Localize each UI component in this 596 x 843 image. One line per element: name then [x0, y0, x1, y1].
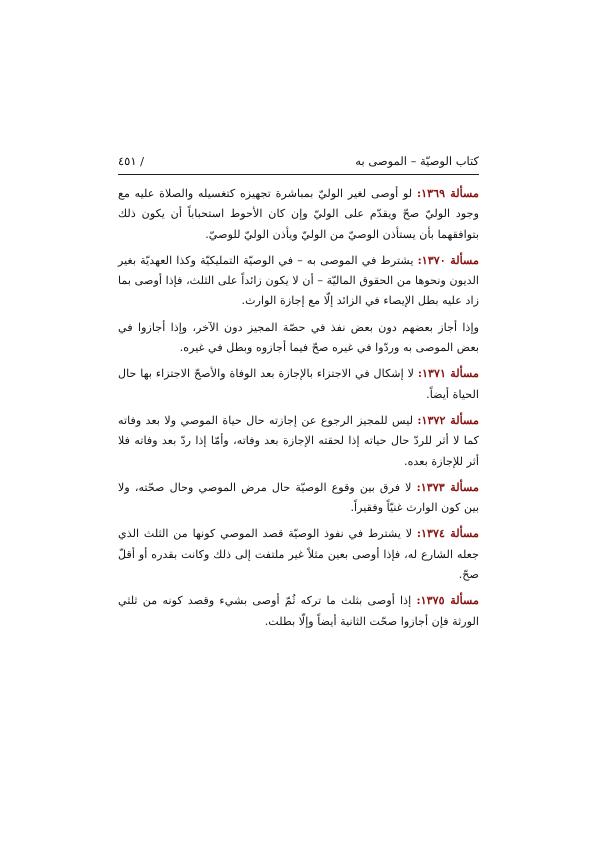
issue-heading: مسألة ١٣٧٠:	[417, 252, 479, 267]
header-divider	[118, 174, 479, 175]
page-body	[118, 183, 479, 637]
paragraph-1370	[118, 250, 479, 312]
paragraph-text: إذا أوصى بثلث ما تركه ثُمّ أوصى بشيء وقصد كونه من ثلثي الورثة فإن أجازوا صحّت الثانية أيضاً وإلّا بطلت.	[118, 594, 479, 628]
running-header	[118, 150, 479, 172]
paragraph-1375	[118, 590, 479, 632]
issue-heading: مسألة ١٣٧٣:	[416, 479, 479, 494]
issue-heading: مسألة ١٣٧١:	[417, 366, 479, 381]
paragraph-1371	[118, 363, 479, 405]
paragraph-text: ليس للمجيز الرجوع عن إجازته حال حياة الموصي ولا بعد وفاته كما لا أثر للردّ حال حياته إذا لحقته الإجازة بعد وفاته، وأمّا إذا ردّ بعد وفاته فلا أثر للإجازة بعده.	[118, 413, 479, 468]
paragraph-1369	[118, 183, 479, 245]
paragraph-1370-continuation	[118, 317, 479, 359]
page-number: / ٤٥١	[118, 154, 145, 168]
paragraph-text: لو أوصى لغير الوليّ بمباشرة تجهيزه كتغسيله والصلاة عليه مع وجود الوليّ صحّ ويقدّم على الوليّ وإن كان الأحوط استحباباً أن يكون ذلك بتوافقهما بأن يستأذن الوصيّ من الوليّ ويأذن الوليّ للوصيّ.	[118, 187, 479, 241]
issue-heading: مسألة ١٣٧٥:	[416, 593, 479, 608]
header-title: كتاب الوصيّة – الموصى به	[355, 154, 479, 168]
paragraph-text: لا فرق بين وقوع الوصيّة حال مرض الموصي وحال صحّته، ولا بين كون الوارث غنيّاً وفقيراً.	[118, 480, 479, 515]
issue-heading: مسألة ١٣٦٩:	[416, 186, 479, 200]
paragraph-1373	[118, 477, 479, 519]
paragraph-text: وإذا أجاز بعضهم دون بعض نفذ في حصّة المجيز دون الآخر، وإذا أجازوا في بعض الموصى به وردّوا في غيره صحّ فيما أجازوه وبطل في غيره.	[118, 320, 479, 355]
paragraph-text: لا إشكال في الاجتزاء بالإجازة بعد الوفاة والأصحّ الاجتزاء بها حال الحياة أيضاً.	[118, 367, 479, 401]
issue-heading: مسألة ١٣٧٤:	[416, 526, 479, 541]
paragraph-text: لا يشترط في نفوذ الوصيّة قصد الموصي كونها من الثلث الذي جعله الشارع له، فإذا أوصى بعين مثلاً غير ملتفت إلى ذلك وكانت بقدره أو أقلّ صحّ.	[118, 527, 479, 582]
paragraph-text: يشترط في الموصى به – في الوصيّة التمليكيّة وكذا العهديّة بغير الديون ونحوها من الحقوق الماليّة – أن لا يكون زائداً على الثلث، فإذا أوصى بما زاد عليه بطل الإيصاء في الزائد إلّا مع إجازة الوارث.	[118, 253, 479, 308]
paragraph-1374	[118, 523, 479, 585]
issue-heading: مسألة ١٣٧٢:	[417, 412, 479, 427]
paragraph-1372	[118, 410, 479, 472]
